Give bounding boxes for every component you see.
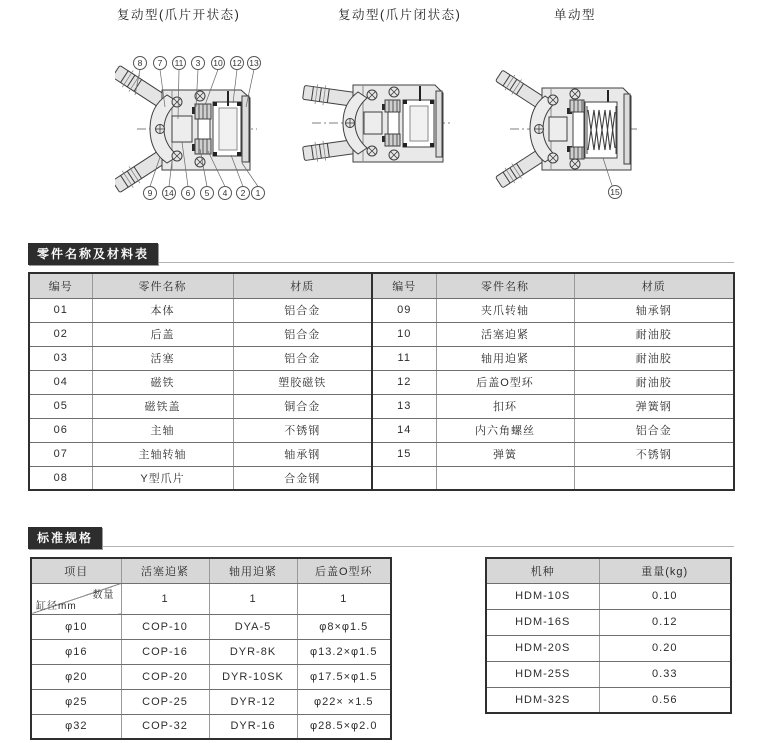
- cell: 轴承钢: [233, 442, 372, 466]
- cell: Y型爪片: [92, 466, 233, 490]
- cell: DYR-12: [209, 689, 297, 714]
- callouts-top: [134, 57, 261, 70]
- diagram-title-double-closed: 复动型(爪片闭状态): [338, 8, 462, 22]
- screw: [570, 89, 580, 99]
- cell: 塑胶磁铁: [233, 370, 372, 394]
- cell: 活塞: [92, 346, 233, 370]
- pivot-screw: [345, 118, 355, 128]
- table-row: [29, 418, 734, 442]
- cell: 弹簧: [436, 442, 574, 466]
- callout-label: 3: [195, 58, 201, 68]
- table-header-row: [29, 273, 734, 298]
- callout-label: 5: [204, 188, 210, 198]
- table-row: [31, 689, 391, 714]
- table-row: [31, 614, 391, 639]
- callout-label: 4: [222, 188, 228, 198]
- callout-label: 15: [610, 187, 620, 197]
- cell: 05: [29, 394, 92, 418]
- cell: 夹爪转轴: [436, 298, 574, 322]
- cell: 轴承钢: [574, 298, 734, 322]
- cell: 后盖O型环: [436, 370, 574, 394]
- callout-label: 6: [185, 188, 191, 198]
- diagonal-header-cell: [31, 583, 121, 614]
- cell: 02: [29, 322, 92, 346]
- col-header: 后盖O型环: [297, 558, 391, 583]
- cell: 合金钢: [233, 466, 372, 490]
- cell: φ20: [31, 664, 121, 689]
- col-header: 编号: [29, 273, 92, 298]
- cell: 扣环: [436, 394, 574, 418]
- table-row: [29, 346, 734, 370]
- cell: HDM-25S: [486, 661, 599, 687]
- cell: 0.10: [599, 583, 731, 609]
- specs-section-bar: [28, 527, 734, 547]
- cell: COP-32: [121, 714, 209, 739]
- cell: 内六角螺丝: [436, 418, 574, 442]
- cell: φ17.5×φ1.5: [297, 664, 391, 689]
- table-row: [31, 639, 391, 664]
- cell: [436, 466, 574, 490]
- cell: 磁铁: [92, 370, 233, 394]
- cell: φ8×φ1.5: [297, 614, 391, 639]
- screw: [195, 157, 205, 167]
- table-row: [29, 394, 734, 418]
- table-row: [486, 635, 731, 661]
- cell: [574, 466, 734, 490]
- cell: 0.12: [599, 609, 731, 635]
- col-header: 材质: [233, 273, 372, 298]
- col-header: 材质: [574, 273, 734, 298]
- cell: 1: [209, 583, 297, 614]
- callout-label: 11: [174, 58, 184, 68]
- section-header-parts: 零件名称及材料表: [28, 243, 158, 265]
- cell: 1: [297, 583, 391, 614]
- cell: 耐油胶: [574, 322, 734, 346]
- cell: 轴用迫紧: [436, 346, 574, 370]
- screw: [367, 90, 377, 100]
- table-header-row: [31, 558, 391, 583]
- callout-label: 9: [147, 188, 153, 198]
- cell: 耐油胶: [574, 370, 734, 394]
- screw: [389, 150, 399, 160]
- callouts-bottom: [144, 187, 265, 200]
- table-row: [486, 583, 731, 609]
- diagonal-top-label: 数量: [92, 589, 115, 601]
- back-cover: [436, 91, 442, 157]
- col-header: 编号: [372, 273, 436, 298]
- cell: COP-25: [121, 689, 209, 714]
- screw: [172, 151, 182, 161]
- cell: 14: [372, 418, 436, 442]
- cell: COP-10: [121, 614, 209, 639]
- cell: 11: [372, 346, 436, 370]
- screw: [548, 95, 558, 105]
- screw: [389, 87, 399, 97]
- cell: HDM-20S: [486, 635, 599, 661]
- cell: φ22× ×1.5: [297, 689, 391, 714]
- table-row: [29, 466, 734, 490]
- cell: 08: [29, 466, 92, 490]
- cell: 06: [29, 418, 92, 442]
- cell: 耐油胶: [574, 346, 734, 370]
- cell: DYA-5: [209, 614, 297, 639]
- back-cover: [242, 96, 249, 162]
- col-header: 轴用迫紧: [209, 558, 297, 583]
- callout-15: [609, 186, 622, 199]
- cell: 01: [29, 298, 92, 322]
- screw: [367, 146, 377, 156]
- table-row: [486, 661, 731, 687]
- diagram-title-double-open: 复动型(爪片开状态): [117, 8, 241, 22]
- return-spring: [585, 102, 617, 158]
- cell: 04: [29, 370, 92, 394]
- cell: 13: [372, 394, 436, 418]
- screw: [172, 97, 182, 107]
- col-header: 活塞迫紧: [121, 558, 209, 583]
- cell: 活塞迫紧: [436, 322, 574, 346]
- table-row: [29, 442, 734, 466]
- cell: φ16: [31, 639, 121, 664]
- cell: 铝合金: [574, 418, 734, 442]
- section-header-specs: 标准规格: [28, 527, 102, 549]
- screw: [548, 153, 558, 163]
- table-row: [486, 687, 731, 713]
- diagram-double-acting-open: [115, 45, 270, 210]
- cell: 不锈钢: [233, 418, 372, 442]
- cell: 03: [29, 346, 92, 370]
- cell: 铜合金: [233, 394, 372, 418]
- cell: 铝合金: [233, 346, 372, 370]
- specs-table-left: [30, 557, 392, 740]
- cell: 后盖: [92, 322, 233, 346]
- cell: φ25: [31, 689, 121, 714]
- table-row: [29, 322, 734, 346]
- table-row: [29, 370, 734, 394]
- back-cover: [624, 94, 630, 164]
- cell: [372, 466, 436, 490]
- cell: COP-20: [121, 664, 209, 689]
- cell: 本体: [92, 298, 233, 322]
- table-row: [31, 664, 391, 689]
- cell: φ10: [31, 614, 121, 639]
- pivot-screw: [534, 124, 544, 134]
- cell: 不锈钢: [574, 442, 734, 466]
- parts-table: [28, 272, 735, 491]
- cell: φ13.2×φ1.5: [297, 639, 391, 664]
- cell: 12: [372, 370, 436, 394]
- cell: 1: [121, 583, 209, 614]
- cell: DYR-8K: [209, 639, 297, 664]
- table-row: [31, 714, 391, 739]
- callout-label: 12: [232, 58, 242, 68]
- cell: 弹簧钢: [574, 394, 734, 418]
- col-header: 项目: [31, 558, 121, 583]
- pivot-screw: [155, 124, 165, 134]
- callout-label: 13: [249, 58, 259, 68]
- cell: φ32: [31, 714, 121, 739]
- cell: 0.56: [599, 687, 731, 713]
- screw: [570, 159, 580, 169]
- cell: 07: [29, 442, 92, 466]
- cell: 铝合金: [233, 322, 372, 346]
- callout-label: 14: [164, 188, 174, 198]
- col-header: 零件名称: [436, 273, 574, 298]
- cell: 主轴: [92, 418, 233, 442]
- callout-label: 8: [137, 58, 143, 68]
- col-header: 重量(kg): [599, 558, 731, 583]
- col-header: 零件名称: [92, 273, 233, 298]
- cell: HDM-16S: [486, 609, 599, 635]
- callout-label: 2: [240, 188, 246, 198]
- cell: HDM-10S: [486, 583, 599, 609]
- cell: 主轴转轴: [92, 442, 233, 466]
- cell: 铝合金: [233, 298, 372, 322]
- callout-label: 1: [255, 188, 261, 198]
- table-row: [29, 298, 734, 322]
- diagram-double-acting-closed: [300, 70, 490, 185]
- diagram-single-acting: [495, 70, 660, 205]
- callout-label: 7: [157, 58, 163, 68]
- diagonal-bottom-label: 缸径mm: [36, 600, 77, 612]
- specs-table-right: [485, 557, 732, 714]
- cell: φ28.5×φ2.0: [297, 714, 391, 739]
- table-header-row: [486, 558, 731, 583]
- cell: 10: [372, 322, 436, 346]
- cell: 0.20: [599, 635, 731, 661]
- cell: COP-16: [121, 639, 209, 664]
- cell: HDM-32S: [486, 687, 599, 713]
- cell: 15: [372, 442, 436, 466]
- diagram-title-single: 单动型: [554, 8, 597, 22]
- col-header: 机种: [486, 558, 599, 583]
- cell: DYR-16: [209, 714, 297, 739]
- callout-label: 10: [213, 58, 223, 68]
- cell: 09: [372, 298, 436, 322]
- cell: 0.33: [599, 661, 731, 687]
- cell: DYR-10SK: [209, 664, 297, 689]
- parts-section-bar: [28, 243, 734, 263]
- table-row: [486, 609, 731, 635]
- quantity-row: [31, 583, 391, 614]
- cell: 磁铁盖: [92, 394, 233, 418]
